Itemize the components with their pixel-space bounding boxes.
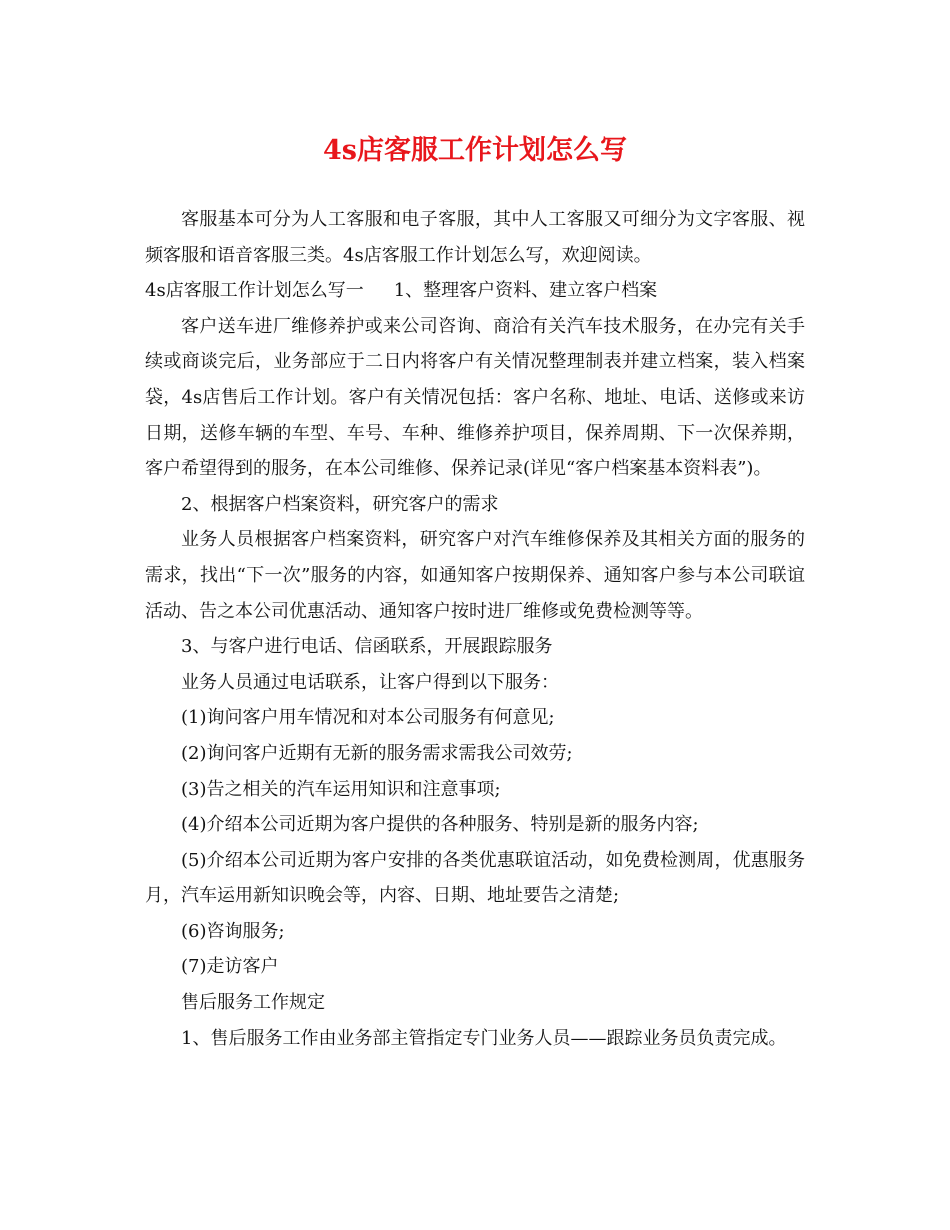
section-heading: 4s店客服工作计划怎么写一	[145, 280, 364, 302]
list-item: (4)介绍本公司近期为客户提供的各种服务、特别是新的服务内容;	[181, 814, 699, 836]
rules-item-1: 1、售后服务工作由业务部主管指定专门业务人员——跟踪业务员负责完成。	[181, 1027, 787, 1049]
item1-heading: 1、整理客户资料、建立客户档案	[393, 280, 658, 302]
list-item: (7)走访客户	[181, 956, 279, 978]
list-item: (3)告之相关的汽车运用知识和注意事项;	[181, 778, 501, 800]
list-item: (2)询问客户近期有无新的服务需求需我公司效劳;	[181, 742, 573, 764]
intro-paragraph: 客服基本可分为人工客服和电子客服，其中人工客服又可细分为文字客服、视频客服和语音客服三类。4s店客服工作计划怎么写，欢迎阅读。	[145, 209, 805, 266]
list-item: (5)介绍本公司近期为客户安排的各类优惠联谊活动，如免费检测周，优惠服务月，汽车运用新知识晚会等，内容、日期、地址要告之清楚;	[145, 849, 805, 907]
item2-heading: 2、根据客户档案资料，研究客户的需求	[181, 493, 499, 515]
list-item: (1)询问客户用车情况和对本公司服务有何意见;	[181, 707, 555, 729]
section-heading-line	[145, 273, 805, 309]
item3-heading: 3、与客户进行电话、信函联系，开展跟踪服务	[181, 636, 553, 658]
item3-intro: 业务人员通过电话联系，让客户得到以下服务：	[181, 671, 559, 693]
item2-paragraph: 业务人员根据客户档案资料，研究客户对汽车维修保养及其相关方面的服务的需求，找出“下一次”服务的内容，如通知客户按期保养、通知客户参与本公司联谊活动、告之本公司优惠活动、通知客户按时进厂维修或免费检测等等。	[145, 529, 805, 622]
rules-heading: 售后服务工作规定	[181, 992, 325, 1014]
list-item: (6)咨询服务;	[181, 920, 285, 942]
item1-paragraph: 客户送车进厂维修养护或来公司咨询、商洽有关汽车技术服务，在办完有关手续或商谈完后，业务部应于二日内将客户有关情况整理制表并建立档案，装入档案袋，4s店售后工作计划。客户有关情况包括：客户名称、地址、电话、送修或来访日期，送修车辆的车型、车号、车种、维修养护项目，保养周期、下一次保养期，客户希望得到的服务，在本公司维修、保养记录(详见“客户档案基本资料表”)。	[145, 315, 805, 480]
document-title: 4s店客服工作计划怎么写	[323, 135, 627, 166]
document-body	[145, 202, 805, 1056]
